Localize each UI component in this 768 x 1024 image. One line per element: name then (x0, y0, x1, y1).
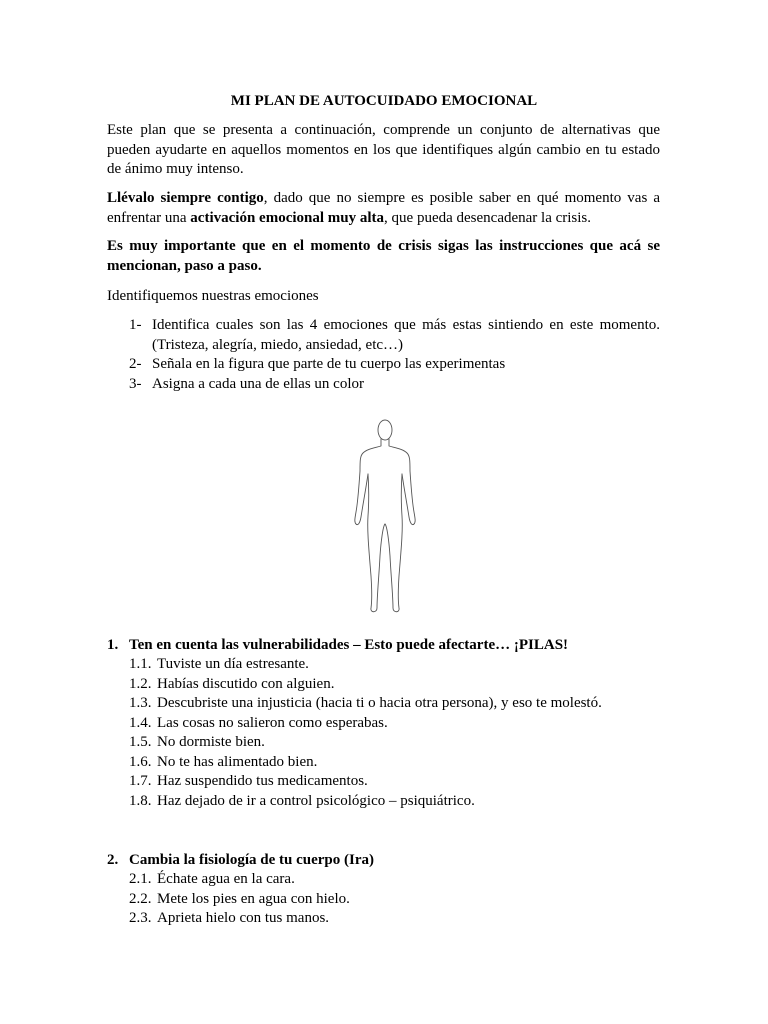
list-item (129, 753, 602, 773)
steps-list (107, 316, 660, 394)
item-number: 1.8. (129, 792, 152, 809)
important-paragraph: Es muy importante que en el momento de crisis sigas las instrucciones que acá se mencionan, paso a paso. (107, 238, 660, 274)
item-text: Aprieta hielo con tus manos. (157, 910, 330, 926)
step-number: 1- (129, 317, 142, 333)
item-text: No dormiste bien. (157, 734, 265, 750)
step-item (107, 355, 660, 375)
item-number: 1.4. (129, 714, 152, 731)
item-number: 1.6. (129, 753, 152, 770)
section-2-list (129, 870, 350, 929)
item-text: Haz suspendido tus medicamentos. (157, 773, 368, 789)
item-text: Haz dejado de ir a control psicológico – psiquiátrico. (157, 792, 475, 809)
identify-heading: Identifiquemos nuestras emociones (107, 288, 319, 304)
activation-bold-text: activación emocional muy alta (190, 209, 385, 226)
list-item (129, 694, 602, 714)
item-number: 1.7. (129, 773, 152, 789)
item-text: Descubriste una injusticia (hacia ti o hacia otra persona), y eso te molestó. (157, 695, 602, 711)
step-text: Asigna a cada una de ellas un color (152, 375, 364, 392)
carry-text-2: , que pueda desencadenar la crisis. (384, 209, 592, 226)
step-item (107, 316, 660, 355)
list-item (129, 772, 602, 792)
list-item (129, 733, 602, 753)
carry-text-1: , dado que no siempre es posible saber en qué momento vas a enfrentar una (107, 190, 660, 226)
list-item (129, 655, 602, 675)
item-number: 1.5. (129, 734, 152, 750)
step-text: Señala en la figura que parte de tu cuerpo las experimentas (152, 356, 506, 372)
section-2-title-text: Cambia la fisiología de tu cuerpo (Ira) (129, 852, 374, 868)
list-item (129, 870, 350, 890)
document-title: MI PLAN DE AUTOCUIDADO EMOCIONAL (230, 93, 538, 109)
human-body-outline-icon (352, 416, 418, 616)
list-item (129, 792, 602, 812)
section-1-list (129, 655, 602, 811)
item-number: 1.2. (129, 675, 152, 692)
item-text: Mete los pies en agua con hielo. (157, 890, 350, 907)
step-item (107, 375, 660, 395)
section-1-title (107, 636, 568, 656)
item-number: 2.3. (129, 910, 152, 926)
item-text: Échate agua en la cara. (157, 871, 295, 887)
item-number: 2.1. (129, 871, 152, 887)
item-text: Habías discutido con alguien. (157, 675, 335, 692)
section-2-number: 2. (107, 852, 119, 868)
item-text: Las cosas no salieron como esperabas. (157, 714, 388, 731)
list-item (129, 909, 350, 929)
list-item (129, 890, 350, 910)
step-number: 3- (129, 375, 142, 392)
list-item (129, 675, 602, 695)
section-1-title-text: Ten en cuenta las vulnerabilidades – Esto puede afectarte… ¡PILAS! (129, 637, 569, 653)
item-number: 1.1. (129, 656, 152, 672)
carry-bold-text: Llévalo siempre contigo (107, 190, 264, 206)
step-number: 2- (129, 356, 142, 372)
section-2-title (107, 851, 374, 871)
step-text: Identifica cuales son las 4 emociones que más estas sintiendo en este momento. (Tristeza, alegría, miedo, ansiedad, etc…) (152, 317, 660, 353)
item-text: Tuviste un día estresante. (157, 656, 309, 672)
intro-paragraph: Este plan que se presenta a continuación, comprende un conjunto de alternativas que pueden ayudarte en aquellos momentos en los que identifiques algún cambio en tu estado de ánimo muy intenso. (107, 122, 660, 177)
item-number: 2.2. (129, 890, 152, 907)
item-number: 1.3. (129, 695, 152, 711)
carry-paragraph (107, 189, 660, 228)
item-text: No te has alimentado bien. (157, 753, 318, 770)
list-item (129, 714, 602, 734)
section-1-number: 1. (107, 637, 119, 653)
